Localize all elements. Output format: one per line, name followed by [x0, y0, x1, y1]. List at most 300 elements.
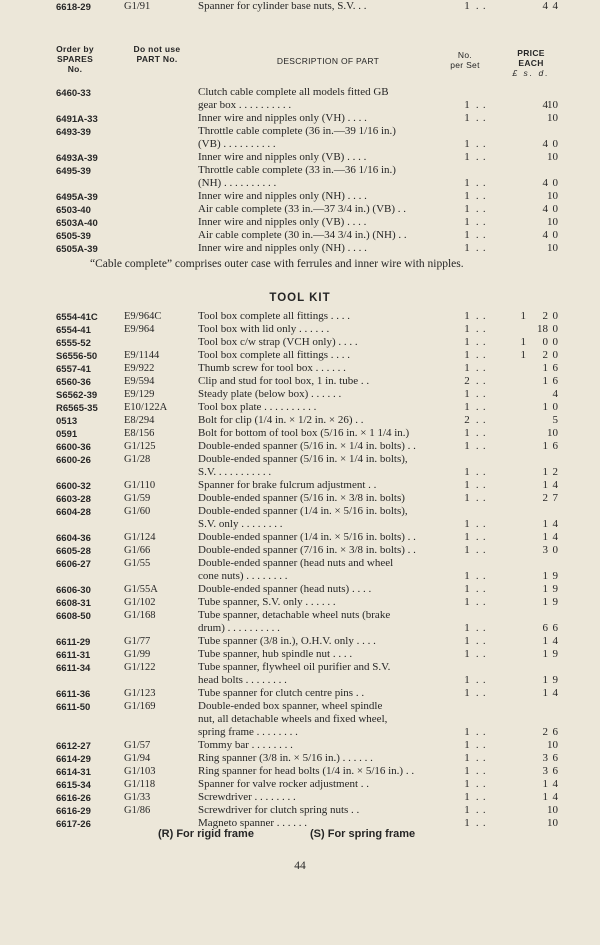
part-description: Air cable complete (33 in.—37 3/4 in.) (VB) . . [198, 203, 407, 215]
no-per-set-label-1: No. [457, 50, 473, 60]
description-header: DESCRIPTION OF PART [276, 56, 380, 66]
leader-dots: . . [476, 545, 487, 556]
table-row [0, 466, 600, 479]
part-description: Tool box plate . . . . . . . . . . [198, 401, 317, 413]
leader-dots: . . [476, 688, 487, 699]
price-pence: 6 [552, 752, 558, 764]
price-pounds: 1 [520, 349, 526, 361]
table-row [0, 151, 600, 164]
old-part-number: E9/594 [124, 376, 155, 387]
old-part-number: E8/156 [124, 428, 155, 439]
price-shillings: 2 [542, 349, 548, 361]
quantity-per-set: 2 [464, 414, 470, 426]
spares-part-number: 6616-26 [56, 793, 91, 804]
price-shillings: 1 [542, 362, 548, 374]
price-pence: 10 [547, 112, 558, 124]
price-shillings: 1 [542, 791, 548, 803]
quantity-per-set: 1 [464, 674, 470, 686]
part-description: Inner wire and nipples only (NH) . . . . [198, 190, 367, 202]
part-description: Tool box with lid only . . . . . . [198, 323, 330, 335]
old-part-number: G1/33 [124, 792, 151, 803]
price-shillings: 1 [542, 778, 548, 790]
part-description: Tube spanner, S.V. only . . . . . . [198, 596, 336, 608]
table-row [0, 310, 600, 323]
table-row [0, 242, 600, 255]
quantity-per-set: 1 [464, 401, 470, 413]
table-row [0, 164, 600, 177]
price-pence: 7 [552, 492, 558, 504]
quantity-per-set: 1 [464, 310, 470, 322]
table-row [0, 804, 600, 817]
old-part-number: G1/168 [124, 610, 156, 621]
price-pence: 0 [552, 177, 558, 189]
price-pence: 4 [552, 778, 558, 790]
part-description: Tube spanner, flywheel oil purifier and S.V. [198, 661, 391, 673]
spares-part-number: 6615-34 [56, 780, 91, 791]
price-pence: 4 [552, 531, 558, 543]
spares-part-number: 6603-28 [56, 494, 91, 505]
quantity-per-set: 1 [464, 0, 470, 12]
price-shillings: 1 [542, 635, 548, 647]
price-pence: 10 [547, 804, 558, 816]
spares-part-number: 6505A-39 [56, 244, 98, 255]
price-each-header [504, 48, 558, 78]
spares-part-number: 6600-26 [56, 455, 91, 466]
spares-part-number: 6612-27 [56, 741, 91, 752]
spares-part-number: 6493A-39 [56, 153, 98, 164]
table-row [0, 0, 600, 13]
spares-part-number: 6608-31 [56, 598, 91, 609]
quantity-per-set: 1 [464, 190, 470, 202]
table-row [0, 648, 600, 661]
part-description: Screwdriver . . . . . . . . [198, 791, 296, 803]
price-shillings: 4 [542, 203, 548, 215]
leader-dots: . . [476, 480, 487, 491]
part-description: Spanner for brake fulcrum adjustment . . [198, 479, 377, 491]
table-row [0, 112, 600, 125]
spares-part-number: R6565-35 [56, 403, 98, 414]
old-part-number: E9/964C [124, 311, 162, 322]
part-description: Thumb screw for tool box . . . . . . [198, 362, 346, 374]
no-per-set-header [440, 50, 490, 70]
price-shillings: 1 [542, 440, 548, 452]
table-row [0, 609, 600, 622]
table-row [0, 687, 600, 700]
old-part-number: E9/922 [124, 363, 155, 374]
spares-label: SPARES [56, 54, 94, 64]
leader-dots: . . [476, 584, 487, 595]
part-description: Bolt for clip (1/4 in. × 1/2 in. × 26) . . [198, 414, 364, 426]
spares-part-number: 6495A-39 [56, 192, 98, 203]
table-row [0, 427, 600, 440]
table-row [0, 700, 600, 713]
price-shillings: 1 [542, 479, 548, 491]
table-row [0, 570, 600, 583]
quantity-per-set: 1 [464, 778, 470, 790]
price-pence: 0 [552, 229, 558, 241]
leader-dots: . . [476, 337, 487, 348]
price-pence: 0 [552, 544, 558, 556]
old-part-number: G1/103 [124, 766, 156, 777]
price-shillings: 2 [542, 726, 548, 738]
quantity-per-set: 1 [464, 518, 470, 530]
spares-part-number: 6557-41 [56, 364, 91, 375]
part-description: Inner wire and nipples only (NH) . . . . [198, 242, 367, 254]
leader-dots: . . [476, 1, 487, 12]
leader-dots: . . [476, 113, 487, 124]
legend-spring-frame: (S) For spring frame [310, 828, 416, 840]
table-row [0, 323, 600, 336]
column-header-row [0, 44, 600, 84]
price-pence: 6 [552, 765, 558, 777]
table-row [0, 596, 600, 609]
price-pence: 6 [552, 726, 558, 738]
quantity-per-set: 1 [464, 242, 470, 254]
part-description: Air cable complete (30 in.—34 3/4 in.) (NH) . . [198, 229, 407, 241]
leader-dots: . . [476, 376, 487, 387]
price-pence: 10 [547, 427, 558, 439]
old-part-number: G1/94 [124, 753, 151, 764]
currency-units-label: £ s. d. [512, 68, 550, 78]
price-pence: 4 [552, 479, 558, 491]
price-shillings: 1 [542, 570, 548, 582]
no-per-set-label-2: per Set [450, 60, 480, 70]
price-pence: 10 [547, 99, 558, 111]
quantity-per-set: 1 [464, 440, 470, 452]
table-row [0, 203, 600, 216]
order-by-header [40, 44, 110, 74]
price-pence: 0 [552, 401, 558, 413]
part-description: S.V. . . . . . . . . . . [198, 466, 272, 478]
quantity-per-set: 1 [464, 203, 470, 215]
table-row [0, 440, 600, 453]
spares-part-number: 6554-41 [56, 325, 91, 336]
price-pence: 10 [547, 739, 558, 751]
part-description: Tube spanner, detachable wheel nuts (brake [198, 609, 391, 621]
quantity-per-set: 1 [464, 544, 470, 556]
old-part-number: G1/122 [124, 662, 156, 673]
spares-part-number: 6491A-33 [56, 114, 98, 125]
spares-part-number: 6600-36 [56, 442, 91, 453]
leader-dots: . . [476, 363, 487, 374]
old-part-number: G1/91 [124, 1, 151, 12]
quantity-per-set: 1 [464, 752, 470, 764]
old-part-number: G1/110 [124, 480, 156, 491]
part-description: Clip and stud for tool box, 1 in. tube . . [198, 375, 370, 387]
price-shillings: 2 [542, 310, 548, 322]
table-row [0, 336, 600, 349]
price-shillings: 1 [542, 674, 548, 686]
price-shillings: 1 [542, 531, 548, 543]
old-part-number: G1/60 [124, 506, 151, 517]
price-pence: 4 [552, 635, 558, 647]
price-pence: 0 [552, 349, 558, 361]
spares-part-number: 6618-29 [56, 2, 91, 13]
spares-part-number: 6611-29 [56, 637, 91, 648]
leader-dots: . . [476, 324, 487, 335]
spares-part-number: 6493-39 [56, 127, 91, 138]
part-description: Clutch cable complete all models fitted GB [198, 86, 389, 98]
price-pence: 4 [552, 791, 558, 803]
spares-part-number: 6611-50 [56, 702, 91, 713]
table-row [0, 505, 600, 518]
section-title: TOOL KIT [269, 292, 331, 304]
spares-part-number: 6495-39 [56, 166, 91, 177]
spares-part-number: 6614-29 [56, 754, 91, 765]
part-description: cone nuts) . . . . . . . . [198, 570, 288, 582]
part-description: drum) . . . . . . . . . . [198, 622, 280, 634]
quantity-per-set: 1 [464, 177, 470, 189]
price-pence: 9 [552, 596, 558, 608]
part-description: Double-ended spanner (head nuts and wheel [198, 557, 394, 569]
quantity-per-set: 2 [464, 375, 470, 387]
part-description: Double-ended spanner (1/4 in. × 5/16 in. bolts), [198, 505, 408, 517]
old-part-number: G1/102 [124, 597, 156, 608]
leader-dots: . . [476, 467, 487, 478]
price-pence: 0 [552, 323, 558, 335]
price-shillings: 1 [542, 401, 548, 413]
table-row [0, 661, 600, 674]
quantity-per-set: 1 [464, 583, 470, 595]
quantity-per-set: 1 [464, 596, 470, 608]
spares-part-number: 6460-33 [56, 88, 91, 99]
spares-part-number: 6606-30 [56, 585, 91, 596]
quantity-per-set: 1 [464, 726, 470, 738]
quantity-per-set: 1 [464, 622, 470, 634]
price-shillings: 18 [537, 323, 548, 335]
leader-dots: . . [476, 243, 487, 254]
part-description: Tube spanner (3/8 in.), O.H.V. only . . . . [198, 635, 376, 647]
price-pence: 4 [552, 687, 558, 699]
quantity-per-set: 1 [464, 466, 470, 478]
table-row [0, 544, 600, 557]
leader-dots: . . [476, 415, 487, 426]
table-row [0, 674, 600, 687]
quantity-per-set: 1 [464, 739, 470, 751]
old-part-number: G1/169 [124, 701, 156, 712]
price-pence: 0 [552, 336, 558, 348]
price-pence: 4 [552, 388, 558, 400]
leader-dots: . . [476, 428, 487, 439]
price-pence: 0 [552, 310, 558, 322]
leader-dots: . . [476, 311, 487, 322]
quantity-per-set: 1 [464, 323, 470, 335]
price-pence: 9 [552, 583, 558, 595]
part-description: nut, all detachable wheels and fixed wheel, [198, 713, 388, 725]
part-description: Tool box complete all fittings . . . . [198, 349, 350, 361]
table-row [0, 86, 600, 99]
leader-dots: . . [476, 597, 487, 608]
spares-part-number: 6503A-40 [56, 218, 98, 229]
table-row [0, 492, 600, 505]
table-row [0, 518, 600, 531]
price-shillings: 3 [542, 765, 548, 777]
price-shillings: 1 [542, 518, 548, 530]
part-description: Double-ended spanner (head nuts) . . . . [198, 583, 372, 595]
price-shillings: 3 [542, 544, 548, 556]
price-pounds: 1 [520, 310, 526, 322]
price-pence: 9 [552, 674, 558, 686]
part-description: spring frame . . . . . . . . [198, 726, 298, 738]
part-description: Ring spanner (3/8 in. × 5/16 in.) . . . . . . [198, 752, 373, 764]
quantity-per-set: 1 [464, 138, 470, 150]
table-row [0, 177, 600, 190]
spares-part-number: 6606-27 [56, 559, 91, 570]
price-pence: 0 [552, 138, 558, 150]
old-part-number: G1/57 [124, 740, 151, 751]
spares-part-number: 0591 [56, 429, 78, 440]
table-row [0, 531, 600, 544]
quantity-per-set: 1 [464, 765, 470, 777]
table-row [0, 557, 600, 570]
spares-part-number: 6560-36 [56, 377, 91, 388]
price-shillings: 4 [542, 229, 548, 241]
price-shillings: 1 [542, 375, 548, 387]
leader-dots: . . [476, 571, 487, 582]
table-row [0, 388, 600, 401]
price-shillings: 6 [542, 622, 548, 634]
part-description: Inner wire and nipples only (VB) . . . . [198, 216, 367, 228]
part-description: Tube spanner for clutch centre pins . . [198, 687, 365, 699]
leader-dots: . . [476, 792, 487, 803]
do-not-use-header [122, 44, 192, 64]
part-description: Double-ended spanner (1/4 in. × 5/16 in. bolts) . . [198, 531, 416, 543]
price-pence: 9 [552, 570, 558, 582]
table-row [0, 479, 600, 492]
table-row [0, 414, 600, 427]
quantity-per-set: 1 [464, 635, 470, 647]
table-row [0, 362, 600, 375]
spares-part-number: 6505-39 [56, 231, 91, 242]
old-part-number: E10/122A [124, 402, 168, 413]
price-pence: 10 [547, 817, 558, 829]
old-part-number: E9/1144 [124, 350, 160, 361]
part-description: Bolt for bottom of tool box (5/16 in. × 1 1/4 in.) [198, 427, 410, 439]
order-by-label: Order by [56, 44, 94, 54]
quantity-per-set: 1 [464, 479, 470, 491]
leader-dots: . . [476, 441, 487, 452]
quantity-per-set: 1 [464, 99, 470, 111]
price-shillings: 1 [542, 583, 548, 595]
table-row [0, 375, 600, 388]
price-pence: 10 [547, 242, 558, 254]
part-description: (VB) . . . . . . . . . . [198, 138, 276, 150]
old-part-number: G1/86 [124, 805, 151, 816]
quantity-per-set: 1 [464, 388, 470, 400]
leader-dots: . . [476, 766, 487, 777]
leader-dots: . . [476, 100, 487, 111]
part-description: Double-ended spanner (5/16 in. × 3/8 in. bolts) [198, 492, 405, 504]
leader-dots: . . [476, 152, 487, 163]
quantity-per-set: 1 [464, 492, 470, 504]
part-description: Throttle cable complete (36 in.—39 1/16 in.) [198, 125, 396, 137]
spares-part-number: 6617-26 [56, 819, 91, 830]
leader-dots: . . [476, 818, 487, 829]
quantity-per-set: 1 [464, 817, 470, 829]
price-shillings: 0 [542, 336, 548, 348]
table-row [0, 216, 600, 229]
old-part-number: G1/55 [124, 558, 151, 569]
table-row [0, 752, 600, 765]
part-description: Spanner for cylinder base nuts, S.V. . . [198, 0, 367, 12]
part-description: Double-ended spanner (5/16 in. × 1/4 in. bolts), [198, 453, 408, 465]
part-description: Steady plate (below box) . . . . . . [198, 388, 342, 400]
spares-part-number: 6604-36 [56, 533, 91, 544]
price-shillings: 4 [542, 138, 548, 150]
quantity-per-set: 1 [464, 112, 470, 124]
leader-dots: . . [476, 740, 487, 751]
legend-rigid-frame: (R) For rigid frame [158, 828, 254, 840]
old-part-number: G1/118 [124, 779, 156, 790]
part-description: Ring spanner for head bolts (1/4 in. × 5/16 in.) . . [198, 765, 415, 777]
table-row [0, 349, 600, 362]
spares-part-number: 6555-52 [56, 338, 91, 349]
price-pence: 4 [552, 0, 558, 12]
price-pence: 0 [552, 203, 558, 215]
leader-dots: . . [476, 204, 487, 215]
table-row [0, 778, 600, 791]
spares-part-number: 6616-29 [56, 806, 91, 817]
leader-dots: . . [476, 675, 487, 686]
leader-dots: . . [476, 636, 487, 647]
price-pence: 9 [552, 648, 558, 660]
part-description: gear box . . . . . . . . . . [198, 99, 292, 111]
part-description: S.V. only . . . . . . . . [198, 518, 283, 530]
part-description: Tool box complete all fittings . . . . [198, 310, 350, 322]
part-description: Double-ended spanner (5/16 in. × 1/4 in. bolts) . . [198, 440, 416, 452]
quantity-per-set: 1 [464, 648, 470, 660]
price-pence: 10 [547, 190, 558, 202]
quantity-per-set: 1 [464, 216, 470, 228]
table-row [0, 453, 600, 466]
leader-dots: . . [476, 389, 487, 400]
old-part-number: E8/294 [124, 415, 155, 426]
price-pence: 6 [552, 362, 558, 374]
old-part-number: G1/55A [124, 584, 158, 595]
old-part-number: E9/964 [124, 324, 155, 335]
part-description: (NH) . . . . . . . . . . [198, 177, 277, 189]
spares-part-number: 6611-34 [56, 663, 91, 674]
table-row [0, 739, 600, 752]
old-part-number: G1/124 [124, 532, 156, 543]
part-description: Inner wire and nipples only (VB) . . . . [198, 151, 367, 163]
old-part-number: G1/77 [124, 636, 151, 647]
table-row [0, 401, 600, 414]
page-number: 44 [294, 860, 306, 872]
quantity-per-set: 1 [464, 687, 470, 699]
old-part-number: G1/59 [124, 493, 151, 504]
price-shillings: 4 [542, 99, 548, 111]
leader-dots: . . [476, 402, 487, 413]
spares-part-number: S6556-50 [56, 351, 98, 362]
part-description: Tube spanner, hub spindle nut . . . . [198, 648, 353, 660]
cable-note: “Cable complete” comprises outer case with ferrules and inner wire with nipples. [90, 258, 464, 270]
table-row [0, 622, 600, 635]
price-pence: 6 [552, 375, 558, 387]
price-pence: 10 [547, 151, 558, 163]
part-description: Spanner for valve rocker adjustment . . [198, 778, 370, 790]
price-shillings: 1 [542, 648, 548, 660]
quantity-per-set: 1 [464, 229, 470, 241]
old-part-number: G1/66 [124, 545, 151, 556]
leader-dots: . . [476, 493, 487, 504]
part-description: Inner wire and nipples only (VH) . . . . [198, 112, 367, 124]
price-shillings: 1 [542, 466, 548, 478]
leader-dots: . . [476, 727, 487, 738]
table-row [0, 229, 600, 242]
price-pence: 4 [552, 518, 558, 530]
price-shillings: 3 [542, 752, 548, 764]
